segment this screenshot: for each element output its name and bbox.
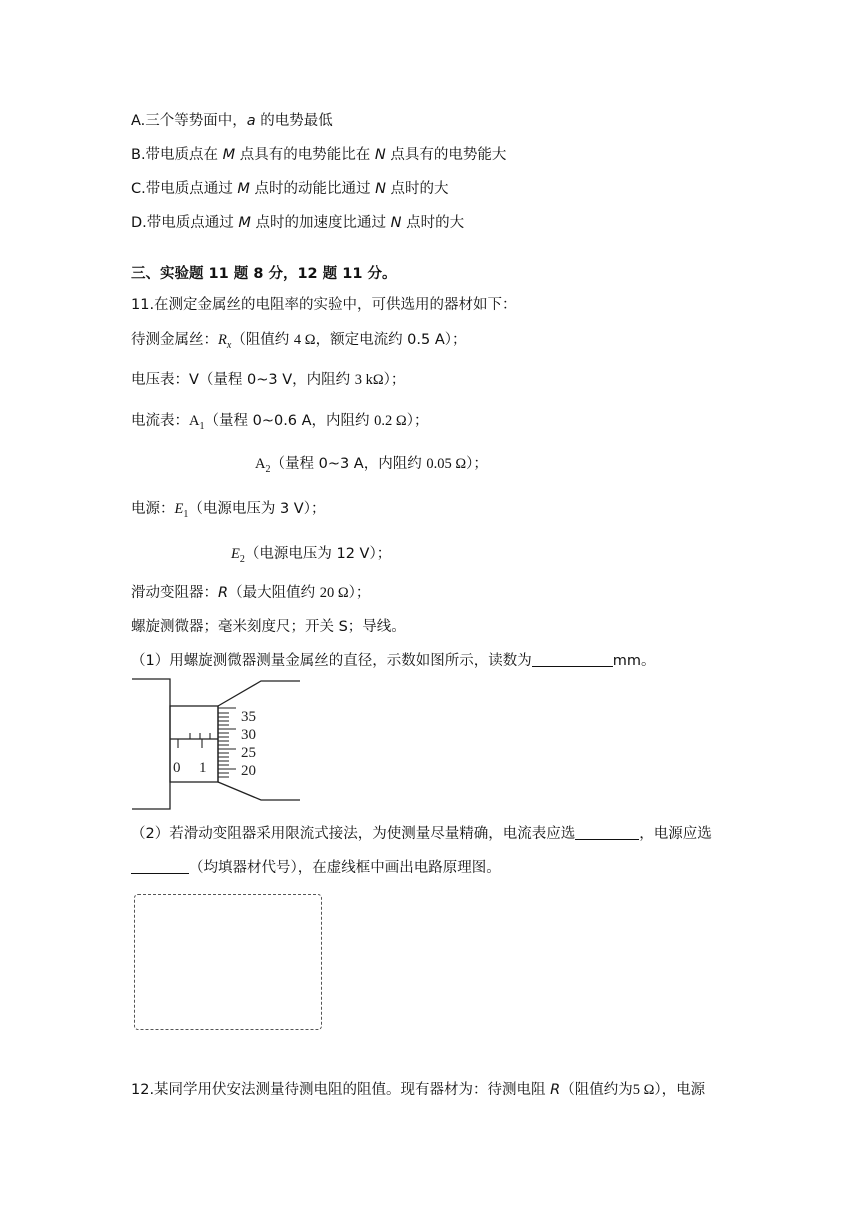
q11-intro: 11.在测定金属丝的电阻率的实验中，可供选用的器材如下： — [131, 297, 517, 313]
option-c-text-2: 点时的动能比通过 — [249, 181, 376, 197]
option-b-var-n: N — [374, 147, 386, 163]
e1-text: （电源电压为 3 V）； — [188, 501, 326, 517]
a2-subscript: 2 — [265, 464, 271, 475]
rx-label: 待测金属丝： — [131, 332, 218, 348]
voltmeter-text: 电压表：V（量程 0~3 V，内阻约 — [131, 372, 355, 388]
answer-blank-ammeter[interactable] — [575, 827, 639, 840]
option-a-text-2: 的电势最低 — [255, 113, 333, 129]
a1-text: （量程 0~0.6 A，内阻约 — [204, 413, 375, 429]
option-c-var-m: M — [237, 181, 250, 197]
q11-item-a2 — [255, 457, 488, 475]
e1-subscript: 1 — [183, 509, 189, 520]
q11-item-a1 — [131, 414, 428, 432]
e1-label: 电源： — [131, 501, 175, 517]
thimble-label-20: 20 — [241, 763, 256, 779]
voltmeter-value: 3 kΩ — [354, 372, 384, 388]
main-scale-label-1: 1 — [199, 760, 207, 776]
part2-text: （2）若滑动变阻器采用限流式接法，为使测量尽量精确，电流表应选 — [131, 826, 576, 842]
option-b — [131, 148, 506, 163]
q11-item-rheostat — [131, 586, 370, 601]
micrometer-figure — [128, 676, 308, 816]
rx-text: （阻值约 — [231, 332, 294, 348]
e1-symbol: E — [174, 501, 184, 517]
a1-symbol: A — [189, 413, 200, 429]
q11-part2-line1 — [131, 827, 712, 842]
rx-value: 4 Ω — [293, 332, 316, 348]
q11-part2-line2 — [131, 861, 501, 876]
q12-text: 12.某同学用伏安法测量待测电阻的阻值。现有器材为：待测电阻 — [131, 1082, 551, 1098]
main-scale-ticks — [178, 733, 210, 748]
a1-text-2: ）； — [406, 413, 429, 429]
thimble-scale-ticks — [218, 708, 236, 777]
option-a-var: a — [246, 113, 256, 129]
q12-text-2: （阻值约为 — [560, 1082, 633, 1098]
thimble-top-edge — [218, 681, 300, 706]
a1-label: 电流表： — [131, 413, 189, 429]
micrometer-anvil — [132, 679, 170, 809]
rheostat-value: 20 Ω — [319, 585, 349, 601]
thimble-label-25: 25 — [241, 745, 256, 761]
option-b-var-m: M — [222, 147, 236, 163]
a1-value: 0.2 Ω — [374, 413, 407, 429]
e2-symbol: E — [231, 546, 240, 562]
thimble-label-35: 35 — [241, 709, 256, 725]
a2-symbol: A — [255, 456, 266, 472]
thimble-bottom-edge — [218, 782, 300, 800]
option-d-text-2: 点时的加速度比通过 — [250, 215, 391, 231]
option-c-text: C.带电质点通过 — [131, 181, 238, 197]
voltmeter-text-2: ）； — [383, 372, 406, 388]
q11-item-e2 — [231, 547, 391, 565]
option-b-text-3: 点具有的电势能大 — [385, 147, 507, 163]
option-d-text-3: 点时的大 — [401, 215, 465, 231]
option-c-var-n: N — [375, 181, 386, 197]
rheostat-symbol: R — [218, 585, 229, 601]
option-d — [131, 216, 464, 231]
answer-blank-reading[interactable] — [532, 654, 613, 667]
part1-unit: mm。 — [612, 653, 656, 669]
q11-item-misc: 螺旋测微器；毫米刻度尺；开关 S；导线。 — [131, 619, 406, 635]
rx-text-2: ，额定电流约 0.5 A）； — [315, 332, 467, 348]
q11-item-voltmeter — [131, 373, 405, 388]
rx-subscript: x — [226, 340, 232, 351]
q12-symbol: R — [550, 1082, 561, 1098]
main-scale-label-0: 0 — [173, 760, 181, 776]
option-a-text: A.三个等势面中， — [131, 113, 247, 129]
q12-intro — [131, 1083, 705, 1098]
rx-symbol: R — [218, 332, 227, 348]
part1-text: （1）用螺旋测微器测量金属丝的直径，示数如图所示，读数为 — [131, 653, 532, 669]
q12-text-3: ），电源 — [654, 1082, 706, 1098]
option-b-text: B.带电质点在 — [131, 147, 223, 163]
option-b-text-2: 点具有的电势能比在 — [235, 147, 375, 163]
a1-subscript: 1 — [199, 421, 205, 432]
circuit-drawing-box[interactable] — [134, 894, 322, 1030]
part2-text-3: （均填器材代号），在虚线框中画出电路原理图。 — [189, 860, 501, 876]
answer-blank-source[interactable] — [131, 861, 189, 874]
a2-text: （量程 0~3 A，内阻约 — [270, 456, 427, 472]
a2-text-2: ）； — [466, 456, 488, 472]
option-d-var-n: N — [390, 215, 402, 231]
q11-part1 — [131, 654, 655, 669]
option-d-text: D.带电质点通过 — [131, 215, 239, 231]
rheostat-text-2: ）； — [348, 585, 371, 601]
a2-value: 0.05 Ω — [426, 456, 467, 472]
q12-value: 5 Ω — [632, 1082, 655, 1098]
option-c-text-3: 点时的大 — [385, 181, 449, 197]
q11-item-e1 — [131, 502, 325, 520]
thimble-label-30: 30 — [241, 727, 256, 743]
rheostat-text: （最大阻值约 — [228, 585, 320, 601]
option-a — [131, 114, 333, 129]
e2-text: （电源电压为 12 V）； — [244, 546, 392, 562]
part2-text-2: ，电源应选 — [639, 826, 712, 842]
e2-subscript: 2 — [239, 554, 245, 565]
option-d-var-m: M — [238, 215, 251, 231]
option-c — [131, 182, 449, 197]
rheostat-label: 滑动变阻器： — [131, 585, 218, 601]
section-heading: 三、实验题 11 题 8 分，12 题 11 分。 — [131, 266, 397, 282]
q11-item-rx — [131, 333, 467, 351]
